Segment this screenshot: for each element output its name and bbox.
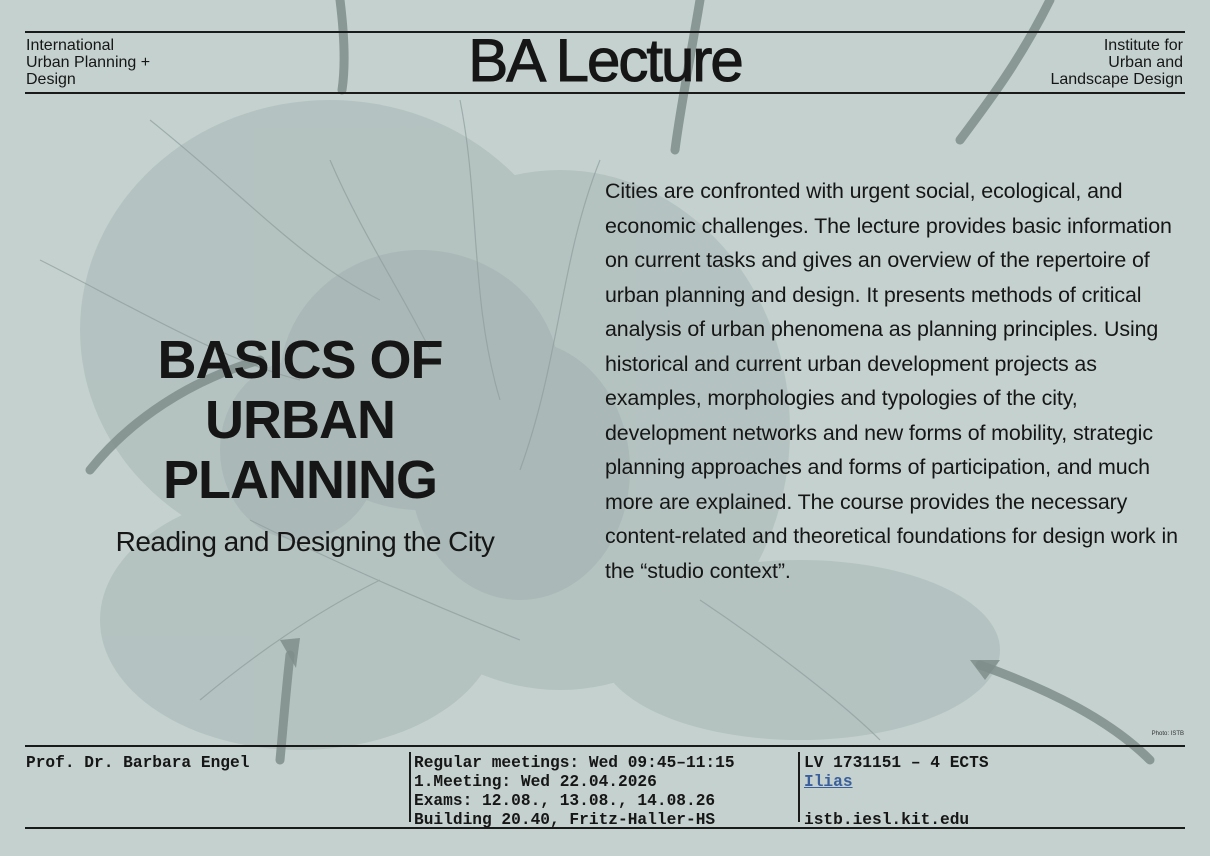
page-title: BA Lecture [468,27,742,94]
footer-divider [798,752,800,822]
lecture-title [80,330,520,510]
footer-divider [409,752,411,822]
blank-line [804,792,989,811]
lecture-description: Cities are confronted with urgent social, ecological, and economic challenges. The lecture provides basic information on current tasks and gives an overview of the repertoire of urban planning and design. It presents methods of critical analysis of urban phenomena as planning principles. Using historical and current urban development projects as examples, morphologies and typologies of the city, development networks and new forms of mobility, strategic planning approaches and forms of participation, and much more are explained. The course provides the necessary content-related and theoretical foundations for design work in the “studio context”. [605,179,1178,583]
institute-name-line: Urban and [1108,54,1183,71]
lecture-title-line: URBAN [205,390,395,450]
program-name-line: International [26,37,115,54]
schedule-line: 1.Meeting: Wed 22.04.2026 [414,773,657,791]
institute-name-line: Institute for [1103,37,1183,54]
footer-top-rule [25,745,1185,747]
program-name-line: Design [26,71,76,88]
lecture-title-line: PLANNING [163,450,437,510]
lecture-subtitle: Reading and Designing the City [115,526,495,557]
website: istb.iesl.kit.edu [804,811,970,829]
schedule-line: Regular meetings: Wed 09:45–11:15 [414,754,735,772]
schedule-info [414,754,735,830]
course-id: LV 1731151 – 4 ECTS [804,754,989,772]
professor-name: Prof. Dr. Barbara Engel [26,754,250,772]
photo-credit: Photo: ISTB [1151,731,1184,737]
institute-name-line: Landscape Design [1050,71,1183,88]
institute-name [1050,37,1183,88]
lecture-title-line: BASICS OF [157,330,443,390]
course-info [804,754,989,830]
program-name-line: Urban Planning + [26,54,151,71]
ilias-link[interactable]: Ilias [804,773,853,791]
schedule-line: Building 20.40, Fritz-Haller-HS [414,811,716,829]
schedule-line: Exams: 12.08., 13.08., 14.08.26 [414,792,716,810]
